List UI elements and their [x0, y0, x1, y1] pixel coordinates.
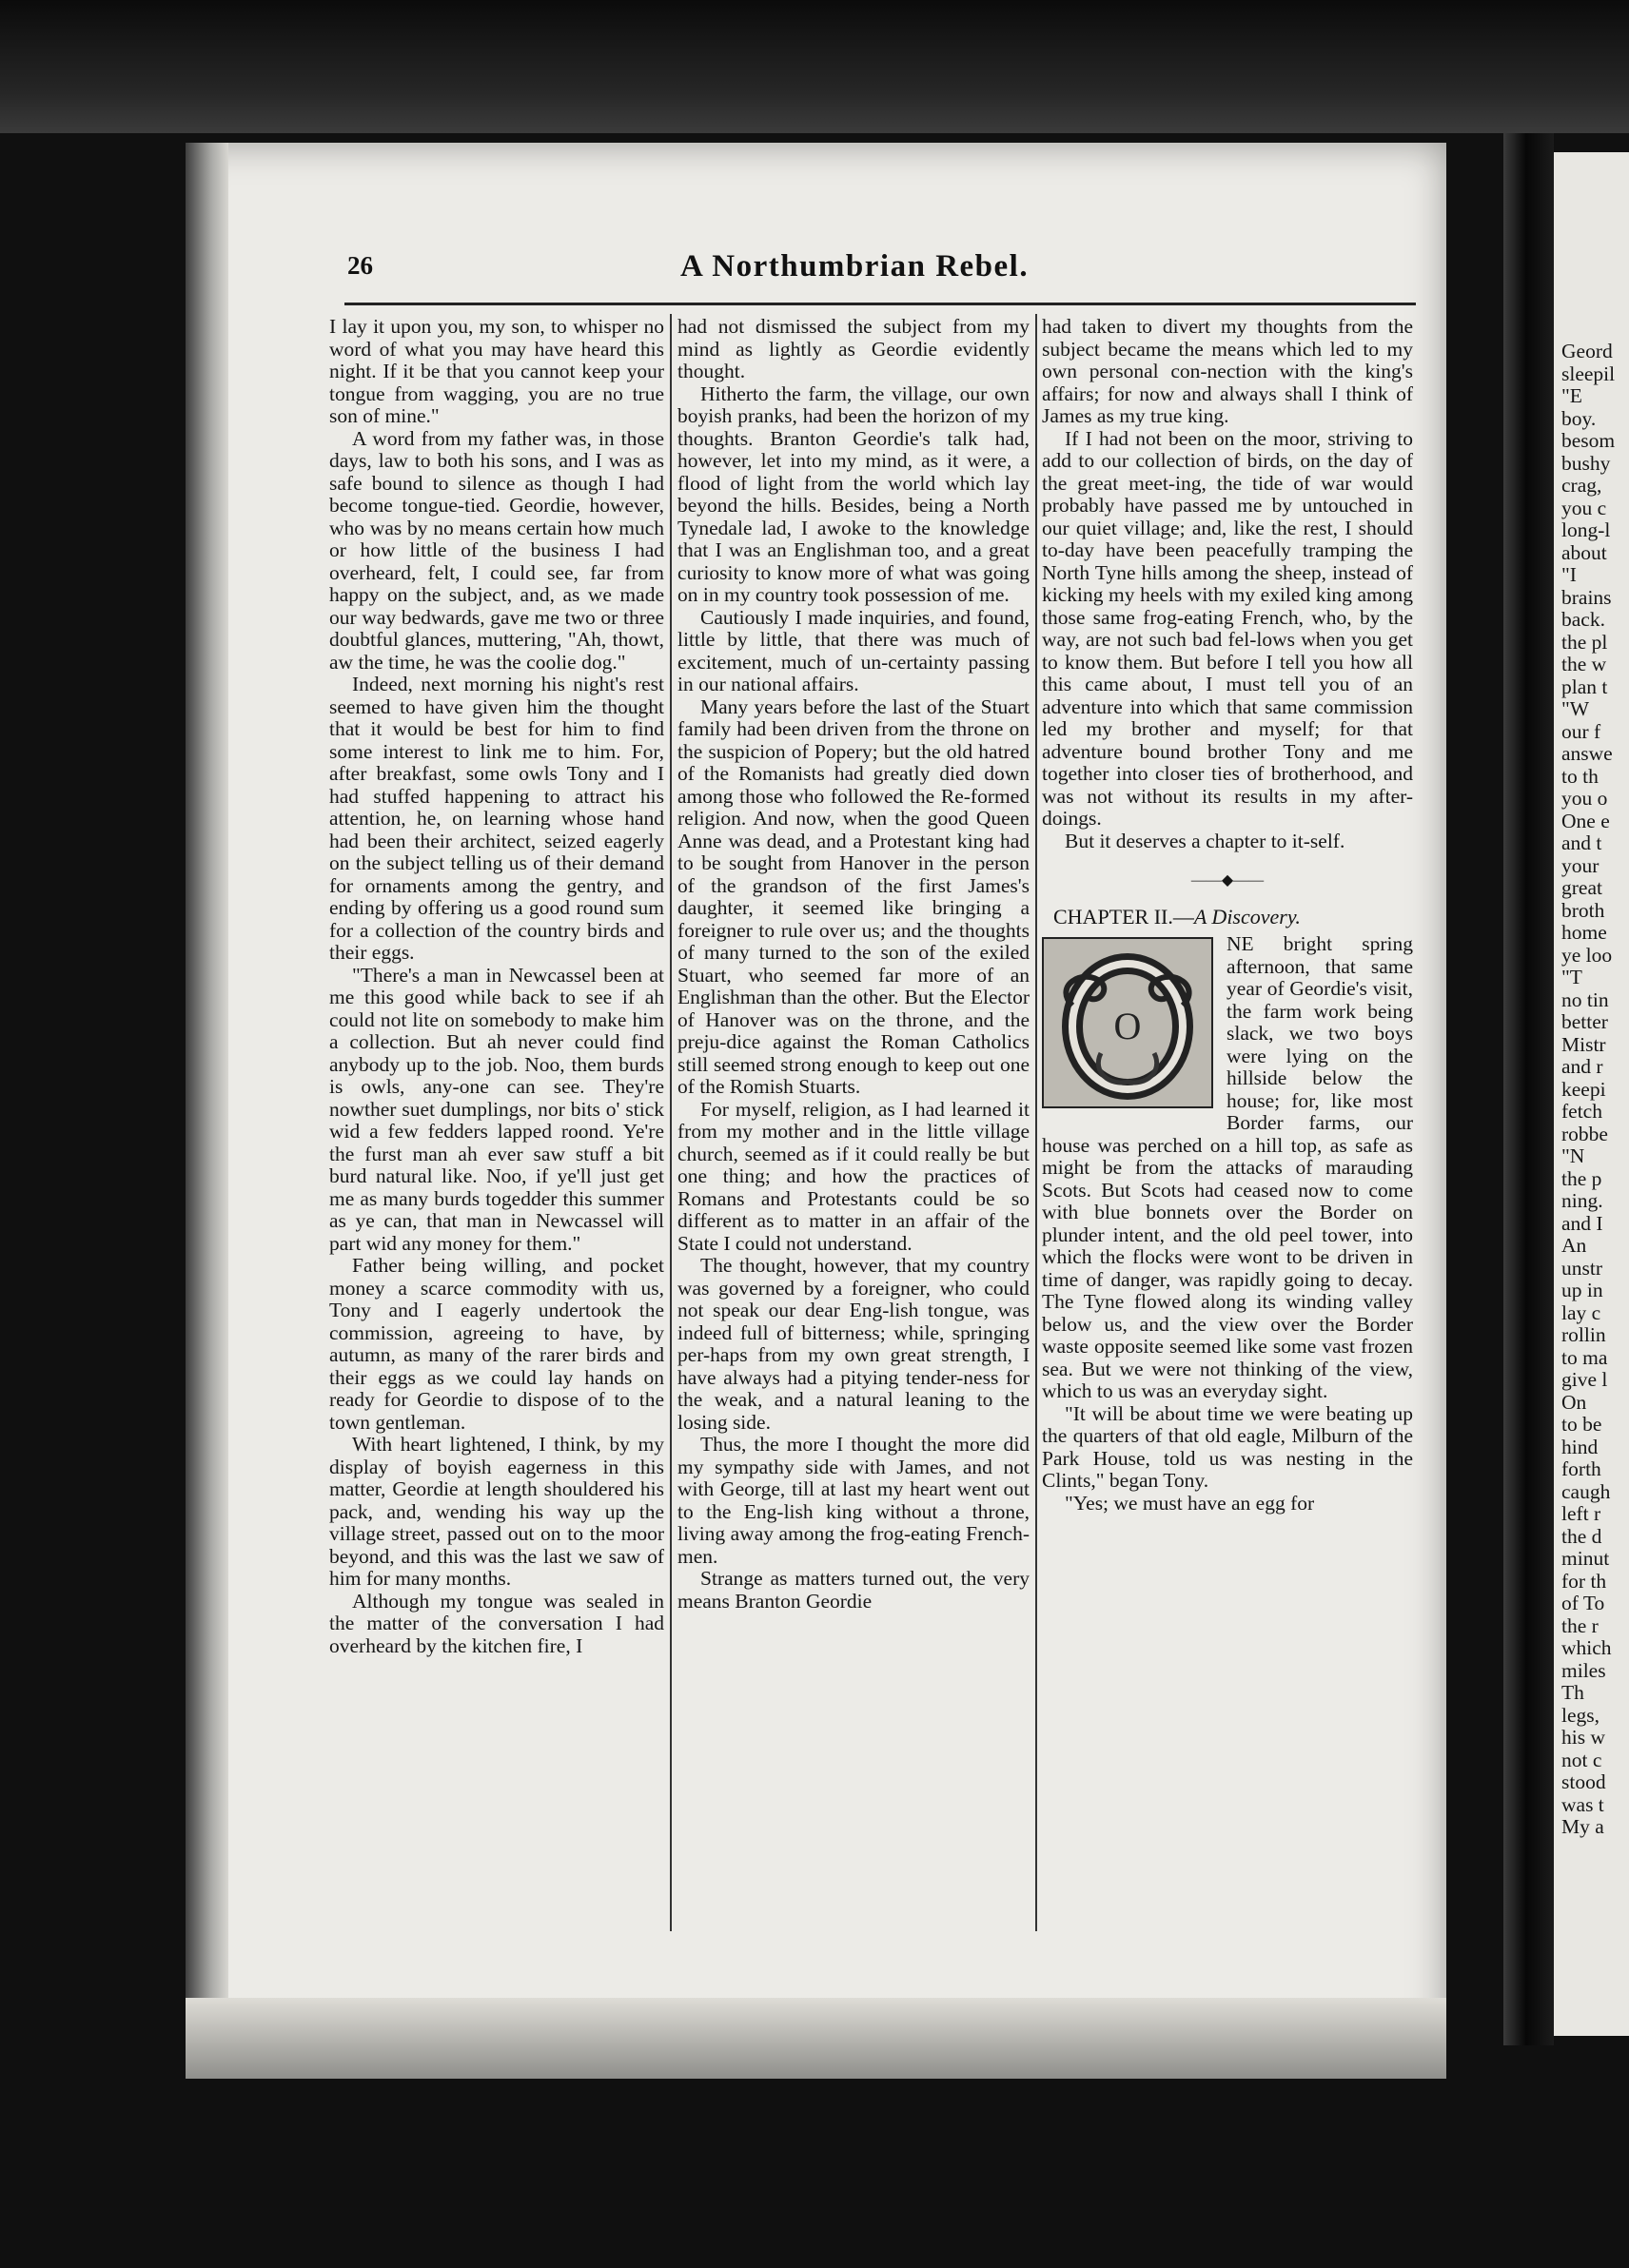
paragraph: had not dismissed the subject from my mind as lightly as Geordie evidently thought. — [677, 315, 1030, 382]
facing-page-line: home — [1561, 921, 1607, 944]
facing-page-line: great — [1561, 876, 1602, 899]
facing-page-line: the d — [1561, 1524, 1602, 1548]
facing-page-line: you o — [1561, 787, 1608, 810]
facing-page-line: unstr — [1561, 1256, 1602, 1280]
facing-page-line: bushy — [1561, 451, 1611, 475]
facing-page-line: and I — [1561, 1211, 1603, 1235]
facing-page-line: "E — [1561, 384, 1582, 407]
paragraph: Although my tongue was sealed in the matter of the conversation I had overheard by the kitchen fire, I — [329, 1589, 664, 1657]
facing-page-line: legs, — [1561, 1703, 1600, 1727]
facing-page-line: keepi — [1561, 1077, 1606, 1101]
facing-page-line: fetch — [1561, 1100, 1602, 1123]
facing-page-line: "N — [1561, 1144, 1585, 1167]
facing-page-line: crag, — [1561, 474, 1602, 497]
facing-page-line: to be — [1561, 1413, 1602, 1436]
facing-page-text — [1561, 341, 1629, 1839]
column-rule — [1035, 314, 1037, 1931]
scan-background — [0, 0, 1629, 133]
text-column-3 — [1042, 316, 1413, 1515]
facing-page-line: the pl — [1561, 630, 1608, 654]
facing-page-line: lay c — [1561, 1300, 1601, 1324]
chapter-opening: NE bright spring afternoon, that same year of Geordie's visit, the farm work being slack, we two boys were lying on the hillside below the house; for, like most Border farms, our house was perched on a hill top, as safe as might be from the attacks of marauding Scots. But Scots had ceased now to come with blue bonnets over the Border on plunder intent, and the old peel tower, into which the flocks were wont to be driven in time of danger, was rapidly going to decay. The Tyne flowed along its winding valley below us, and the view over the Border waste opposite seemed like some vast frozen sea. But we were not thinking of the view, which to us was an everyday sight. — [1042, 932, 1413, 1402]
facing-page-line: On — [1561, 1390, 1587, 1414]
paragraph: With heart lightened, I think, by my display of boyish eagerness in this matter, Geordie at length shouldered his pack, and, wending his way up the village street, passed out on to the moor beyond, and this was the last we saw of him for many months. — [329, 1433, 664, 1590]
column-rule — [670, 314, 672, 1931]
facing-page-line: Geord — [1561, 340, 1613, 362]
facing-page-line: ning. — [1561, 1189, 1603, 1212]
facing-page-line: Th — [1561, 1681, 1584, 1704]
paragraph: If I had not been on the moor, striving to add to our collection of birds, on the day of the great meet-ing, the tide of war would probably have passed me by untouched in our quiet village; and, like the rest, I should to-day have been peacefully tramping the North Tyne hills among the sheep, instead of kicking my heels with my exiled king among those same frog-eating French, who, by the way, are not such bad fel-lows when you get to know them. But before I tell you how all this came about, I must tell you of an adventure into which that same commission led my brother and myself; for that adventure bound brother Tony and me together into closer ties of brotherhood, and was not without its results in my after-doings. — [1042, 426, 1413, 830]
text-column-2 — [677, 316, 1030, 1613]
paragraph: had taken to divert my thoughts from the subject became the means which led to my own personal con-nection with the king's affairs; for now and always shall I think of James as my true king. — [1042, 315, 1413, 427]
paragraph: "Yes; we must have an egg for — [1065, 1491, 1315, 1515]
facing-page-line: brains — [1561, 585, 1612, 609]
section-ornament: ——◆—— — [1190, 872, 1265, 889]
facing-page-line: better — [1561, 1010, 1608, 1033]
facing-page-line: broth — [1561, 898, 1605, 922]
paragraph: A word from my father was, in those days, law to both his sons, and I was as safe bound to silence as though I had become tongue-tied. Geordie, however, who was by no means certain how much or how little of the business I had overheard, felt, I could see, far from happy on the subject, and, as we made our way bedwards, gave me two or three doubtful glances, muttering, "Ah, thowt, aw the time, he was the coolie dog." — [329, 426, 664, 674]
facing-page-line: boy. — [1561, 406, 1597, 430]
facing-page-line: our f — [1561, 719, 1601, 743]
paragraph: Cautiously I made inquiries, and found, little by little, that there was much of excitement, much of un-certainty passing in our national affairs. — [677, 605, 1030, 695]
paragraph: Strange as matters turned out, the very means Branton Geordie — [677, 1567, 1030, 1613]
book-gutter — [1503, 133, 1554, 2045]
facing-page-line: stood — [1561, 1770, 1606, 1793]
paragraph: The thought, however, that my country was governed by a foreigner, who could not speak our dear Eng-lish tongue, was indeed full of bitterness; while, springing per-haps from my own great strength, I have always had a pitying tender-ness for the weak, and a natural leaning to the losing side. — [677, 1254, 1030, 1434]
paragraph: Thus, the more I thought the more did my sympathy side with James, and not with George, till at last my heart went out to the Eng-lish king without a throne, living away among the frog-eating French-men. — [677, 1433, 1030, 1568]
paragraph: "It will be about time we were beating up the quarters of that old eagle, Milburn of the Park House, told us was nesting in the Clints," began Tony. — [1042, 1401, 1413, 1492]
facing-page-line: My a — [1561, 1815, 1604, 1838]
facing-page-line: minut — [1561, 1547, 1610, 1570]
chapter-heading — [1042, 906, 1413, 929]
facing-page-line: ye loo — [1561, 943, 1613, 967]
facing-page-line: One e — [1561, 809, 1610, 832]
text-column-1 — [329, 316, 664, 1657]
facing-page-line: "T — [1561, 966, 1582, 988]
paragraph: Indeed, next morning his night's rest seemed to have given him the thought that it would be best for him to find some interest to link me to him. For, after breakfast, some owls Tony and I had stuffed happening to attract his attention, he, on learning whose hand had been their architect, seized eagerly on the subject telling us of their demand for ornaments among the gentry, and ending by offering us a good round sum for a collection of the country birds and their eggs. — [329, 673, 664, 964]
facing-page-edge — [1554, 152, 1629, 2036]
facing-page-line: left r — [1561, 1502, 1601, 1525]
paragraph: "There's a man in Newcassel been at me this good while back to see if ah could not lite on somebody to make him a collection. But ah never could find anybody up to the job. Noo, them burds is owls, any-one can see. They're nowther suet dumplings, nor bits o' stick wid a few fedders lapped roond. Ye're the furst man ah ever saw stuff a bit burd natural like. Noo, if ye'll just get me as many burds togedder this summer as ye can, that man in Newcassel will part wid any money for them." — [329, 963, 664, 1255]
paragraph: I lay it upon you, my son, to whisper no word of what you may have heard this night. If it be that you cannot keep your tongue from wagging, you are no true son of mine." — [329, 315, 664, 427]
facing-page-line: which — [1561, 1636, 1612, 1659]
paragraph: Father being willing, and pocket money a scarce commodity with us, Tony and I eagerly undertook the commission, agreeing to have, by autumn, as many of the rarer birds and their eggs as we could lay hands on ready for Geordie to dispose of to the town gentleman. — [329, 1254, 664, 1434]
facing-page-line: forth — [1561, 1457, 1601, 1480]
facing-page-line: was t — [1561, 1792, 1604, 1816]
facing-page-line: his w — [1561, 1726, 1605, 1749]
facing-page-line: the r — [1561, 1613, 1599, 1637]
facing-page-line: for th — [1561, 1569, 1607, 1593]
facing-page-line: to th — [1561, 764, 1599, 788]
facing-page-line: back. — [1561, 608, 1605, 631]
facing-page-line: and r — [1561, 1055, 1603, 1078]
facing-page-line: Mistr — [1561, 1032, 1606, 1056]
facing-page-line: robbe — [1561, 1122, 1608, 1145]
facing-page-line: your — [1561, 853, 1600, 877]
facing-page-line: up in — [1561, 1279, 1603, 1301]
drop-cap-letter: O — [1113, 1005, 1142, 1047]
facing-page-line: to ma — [1561, 1345, 1608, 1369]
facing-page-line: An — [1561, 1234, 1587, 1257]
running-title: A Northumbrian Rebel. — [680, 249, 1030, 284]
paragraph: But it deserves a chapter to it-self. — [1065, 829, 1345, 852]
paragraph: Hitherto the farm, the village, our own boyish pranks, had been the horizon of my thoughts. Branton Geordie's talk had, however, let into my mind, as it were, a flood of light from the world which lay beyond the hills. Besides, being a North Tynedale lad, I awoke to the knowledge that I was an Englishman too, and a great curiosity to know more of what was going on in my country took possession of me. — [677, 381, 1030, 606]
paragraph: For myself, religion, as I had learned it from my mother and in the little village church, seemed as if it could really be but one thing; and how the practices of Romans and Protestants could be so different as to matter in an affair of the State I could not understand. — [677, 1097, 1030, 1255]
drop-cap-illustration — [1042, 937, 1213, 1108]
facing-page-line: "I — [1561, 563, 1577, 586]
facing-page-line: sleepil — [1561, 362, 1616, 385]
page-edge-shadow — [186, 143, 228, 2074]
chapter-number: CHAPTER II.— — [1053, 904, 1194, 929]
facing-page-line: caugh — [1561, 1479, 1611, 1503]
facing-page-line: hind — [1561, 1435, 1599, 1458]
facing-page-line: plan t — [1561, 675, 1608, 698]
facing-page-line: besom — [1561, 429, 1616, 452]
facing-page-line: no tin — [1561, 987, 1609, 1011]
facing-page-line: long-l — [1561, 518, 1611, 541]
facing-page-line: you c — [1561, 496, 1607, 519]
facing-page-line: the w — [1561, 653, 1607, 675]
facing-page-line: the p — [1561, 1166, 1602, 1190]
facing-page-line: "W — [1561, 697, 1590, 720]
facing-page-line: answe — [1561, 742, 1613, 765]
header-rule — [344, 303, 1416, 305]
facing-page-line: about — [1561, 540, 1607, 564]
facing-page-line: and t — [1561, 831, 1602, 854]
page-bottom-shadow — [186, 1998, 1446, 2079]
running-header — [347, 249, 1413, 291]
facing-page-line: of To — [1561, 1592, 1605, 1614]
facing-page-line: not c — [1561, 1748, 1602, 1771]
chapter-subtitle: A Discovery. — [1193, 904, 1301, 929]
facing-page-line: miles — [1561, 1658, 1606, 1682]
facing-page-line: rollin — [1561, 1323, 1606, 1346]
facing-page-line: give l — [1561, 1368, 1608, 1391]
page-number: 26 — [347, 251, 373, 280]
paragraph: Many years before the last of the Stuart family had been driven from the throne on the suspicion of Popery; but the old hatred of the Romanists had greatly died down among those who followed the Re-formed religion. And now, when the good Queen Anne was dead, and a Protestant king had to be sought from Hanover in the person of the grandson of the first James's daughter, it seemed like bringing a foreigner to rule over us; and the thoughts of many turned to the son of the exiled Stuart, who seemed far more of an Englishman than the other. But the Elector of Hanover was on the throne, and the preju-dice against the Roman Catholics still seemed strong enough to keep out one of the Romish Stuarts. — [677, 694, 1030, 1098]
